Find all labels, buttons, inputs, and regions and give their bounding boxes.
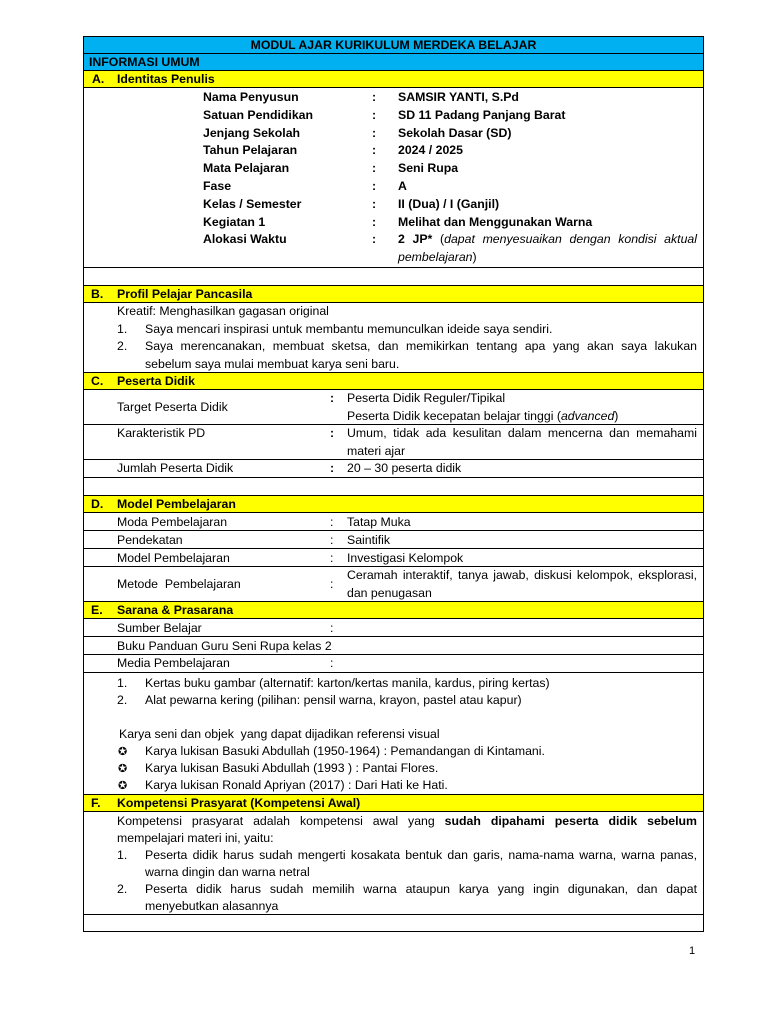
identity-row: [84, 89, 703, 107]
spacer-row: [84, 915, 703, 932]
section-d-header: [84, 496, 703, 513]
section-title: Model Pembelajaran: [117, 497, 236, 511]
list-number: 1.: [117, 321, 128, 336]
identity-value: SD 11 Padang Panjang Barat: [398, 107, 566, 122]
title-row: [84, 37, 703, 54]
paragraph-line: [84, 830, 703, 847]
row-colon: :: [330, 461, 335, 475]
list-item: [84, 675, 703, 692]
identity-row: [84, 214, 703, 232]
intro-normal: Kompetensi prasyarat adalah kompetensi awal yang: [117, 813, 445, 828]
identity-colon: :: [372, 178, 377, 193]
intro-emphasis: sudah dipahami peserta didik sebelum: [444, 813, 697, 828]
table-row: [84, 513, 703, 531]
advanced-suffix: ): [614, 408, 619, 423]
list-number: 2.: [117, 881, 128, 896]
advanced-prefix: Peserta Didik kecepatan belajar tinggi (: [347, 408, 561, 423]
section-letter: E.: [91, 603, 103, 617]
list-text: Peserta didik harus sudah memilih warna ataupun karya yang ingin digunakan, dan dapat: [145, 881, 697, 896]
list-number: 2.: [117, 692, 128, 707]
identity-row-continuation: [84, 249, 703, 267]
circled-star-bullet-icon: [118, 743, 127, 760]
identity-value: Melihat dan Menggunakan Warna: [398, 214, 593, 229]
identity-value: A: [398, 178, 407, 193]
list-item: [84, 321, 703, 339]
reference-item: [84, 760, 703, 777]
row-colon: :: [330, 551, 334, 565]
row-label: Target Peserta Didik: [117, 399, 228, 414]
list-item-continuation: [84, 898, 703, 915]
paragraph-text: mempelajari materi ini, yaitu:: [117, 830, 274, 845]
identity-label: Kelas / Semester: [203, 196, 302, 211]
identity-value: II (Dua) / I (Ganjil): [398, 196, 500, 211]
section-b-header: [84, 286, 703, 303]
reference-text: Karya lukisan Basuki Abdullah (1993 ) : Pantai Flores.: [145, 760, 439, 775]
identity-label: Tahun Pelajaran: [203, 143, 298, 158]
identity-value: Sekolah Dasar (SD): [398, 125, 512, 140]
section-title: Profil Pelajar Pancasila: [117, 287, 253, 301]
row-value: dan penugasan: [347, 585, 432, 600]
section-letter: D.: [91, 497, 104, 511]
identity-label: Jenjang Sekolah: [203, 125, 301, 140]
list-text: Peserta didik harus sudah mengerti kosakata bentuk dan garis, nama-nama warna, warna panas,: [145, 847, 697, 862]
paragraph-text: [117, 813, 697, 830]
section-title: Kompetensi Prasyarat (Kompetensi Awal): [117, 796, 361, 810]
circled-star-bullet-icon: [118, 777, 127, 794]
section-title: Sarana & Prasarana: [117, 603, 234, 617]
list-text: Saya mencari inspirasi untuk membantu memunculkan ideide saya sendiri.: [145, 321, 553, 336]
list-number: 1.: [117, 847, 128, 862]
section-letter: B.: [91, 287, 104, 301]
alokasi-note: dapat menyesuaikan dengan kondisi aktual: [444, 232, 697, 247]
alokasi-open-paren: (: [440, 232, 445, 247]
identity-row: [84, 142, 703, 160]
list-item: [84, 847, 703, 864]
general-info-heading: INFORMASI UMUM: [89, 55, 200, 69]
table-row-sumber: [84, 619, 703, 637]
table-row-media: [84, 655, 703, 673]
row-label: Model Pembelajaran: [117, 551, 230, 565]
list-text: Saya merencanakan, membuat sketsa, dan memikirkan tentang apa yang akan saya lakukan: [145, 339, 697, 353]
identity-colon: :: [372, 161, 377, 176]
table-row-metode: [84, 567, 703, 602]
list-number: 1.: [117, 675, 128, 690]
row-colon: :: [330, 515, 334, 529]
references-intro-line: [84, 726, 703, 743]
section-c-header: [84, 373, 703, 390]
row-colon: :: [330, 426, 335, 440]
alokasi-value-line: [398, 231, 697, 249]
list-text: warna dingin dan warna netral: [145, 864, 310, 879]
table-row-karakteristik: [84, 425, 703, 460]
reference-text: Karya lukisan Basuki Abdullah (1950-1964) : Pemandangan di Kintamani.: [145, 743, 545, 758]
row-value: Saintifik: [347, 533, 391, 547]
section-b-content: [84, 303, 703, 373]
table-row: [84, 549, 703, 567]
row-colon: :: [330, 391, 335, 405]
table-row-target: [84, 390, 703, 425]
section-a-header: [84, 71, 703, 88]
list-item-continuation: [84, 864, 703, 881]
document-title: MODUL AJAR KURIKULUM MERDEKA BELAJAR: [250, 38, 537, 52]
table-row-jumlah: [84, 460, 703, 478]
row-value: materi ajar: [347, 443, 406, 458]
identity-row: [84, 125, 703, 143]
alokasi-value-line2: [398, 249, 477, 267]
section-a-content: [84, 88, 703, 268]
alokasi-note: pembelajaran: [398, 250, 473, 265]
identity-label: Fase: [203, 178, 232, 193]
profile-intro: Kreatif: Menghasilkan gagasan original: [117, 304, 329, 318]
section-f-header: [84, 795, 703, 812]
list-item: [84, 692, 703, 709]
identity-label: Mata Pelajaran: [203, 161, 290, 176]
identity-colon: :: [372, 125, 377, 140]
row-label: Moda Pembelajaran: [117, 515, 228, 529]
general-info-row: [84, 54, 703, 71]
blank-line: [84, 709, 703, 726]
row-label: Sumber Belajar: [117, 621, 202, 635]
row-label: Pendekatan: [117, 533, 183, 547]
page-number: 1: [689, 945, 696, 957]
reference-item: [84, 777, 703, 794]
row-colon: :: [330, 656, 334, 670]
spacer-row: [84, 478, 703, 496]
section-f-content: [84, 812, 703, 915]
paragraph-line: [84, 813, 703, 830]
section-e-header: [84, 602, 703, 619]
identity-value: Seni Rupa: [398, 161, 459, 176]
row-value: Peserta Didik Reguler/Tipikal: [347, 391, 506, 405]
row-colon: :: [330, 621, 334, 635]
row-value: Umum, tidak ada kesulitan dalam mencerna dan memahami: [347, 426, 697, 440]
identity-colon: :: [372, 107, 377, 122]
row-label: Metode Pembelajaran: [117, 576, 241, 591]
row-label: Karakteristik PD: [117, 426, 206, 440]
identity-colon: :: [372, 214, 377, 229]
row-colon: :: [330, 576, 334, 591]
list-item: [84, 338, 703, 356]
identity-row: [84, 196, 703, 214]
row-value: Ceramah interaktif, tanya jawab, diskusi kelompok, eksplorasi,: [347, 568, 697, 582]
references-intro: Karya seni dan objek yang dapat dijadikan referensi visual: [119, 726, 440, 741]
row-colon: :: [330, 533, 334, 547]
spacer-row: [84, 268, 703, 286]
alokasi-value: 2 JP*: [398, 232, 433, 247]
reference-item: [84, 743, 703, 760]
module-table: [83, 36, 704, 932]
identity-row: [84, 178, 703, 196]
alokasi-close-paren: ): [472, 250, 477, 265]
section-letter: F.: [91, 796, 101, 810]
table-row: [84, 531, 703, 549]
list-item-continuation: [84, 356, 703, 374]
identity-colon: :: [372, 232, 377, 247]
row-value: [347, 408, 618, 426]
identity-label: Kegiatan 1: [203, 214, 266, 229]
row-label: Media Pembelajaran: [117, 656, 230, 670]
identity-row: [84, 160, 703, 178]
list-intro: [84, 303, 703, 321]
list-text: sebelum saya mulai membuat karya seni baru.: [145, 356, 400, 371]
advanced-term: advanced: [560, 408, 615, 423]
list-text: menyebutkan alasannya: [145, 898, 279, 913]
section-letter: A.: [92, 72, 105, 86]
row-value: Tatap Muka: [347, 515, 411, 529]
identity-label: Satuan Pendidikan: [203, 107, 314, 122]
identity-row: [84, 107, 703, 125]
identity-row-alokasi: [84, 231, 703, 249]
identity-colon: :: [372, 90, 377, 104]
list-item: [84, 881, 703, 898]
row-value: Investigasi Kelompok: [347, 551, 464, 565]
section-letter: C.: [91, 374, 104, 388]
list-number: 2.: [117, 339, 128, 353]
section-e-media-list: [84, 673, 703, 795]
reference-text: Karya lukisan Ronald Apriyan (2017) : Dari Hati ke Hati.: [145, 777, 448, 792]
identity-label: Alokasi Waktu: [203, 232, 287, 247]
list-text: Alat pewarna kering (pilihan: pensil warna, krayon, pastel atau kapur): [145, 692, 522, 707]
section-title: Peserta Didik: [117, 374, 195, 388]
identity-value: 2024 / 2025: [398, 143, 463, 158]
row-value: 20 – 30 peserta didik: [347, 461, 462, 475]
identity-colon: :: [372, 196, 377, 211]
row-value: Buku Panduan Guru Seni Rupa kelas 2: [117, 639, 332, 653]
circled-star-bullet-icon: [118, 760, 127, 777]
section-title: Identitas Penulis: [117, 72, 215, 86]
identity-value: SAMSIR YANTI, S.Pd: [398, 90, 519, 104]
identity-label: Nama Penyusun: [203, 90, 299, 104]
row-label: Jumlah Peserta Didik: [117, 461, 234, 475]
identity-colon: :: [372, 143, 377, 158]
list-text: Kertas buku gambar (alternatif: karton/kertas manila, kardus, piring kertas): [145, 675, 550, 690]
table-row-buku: [84, 637, 703, 655]
